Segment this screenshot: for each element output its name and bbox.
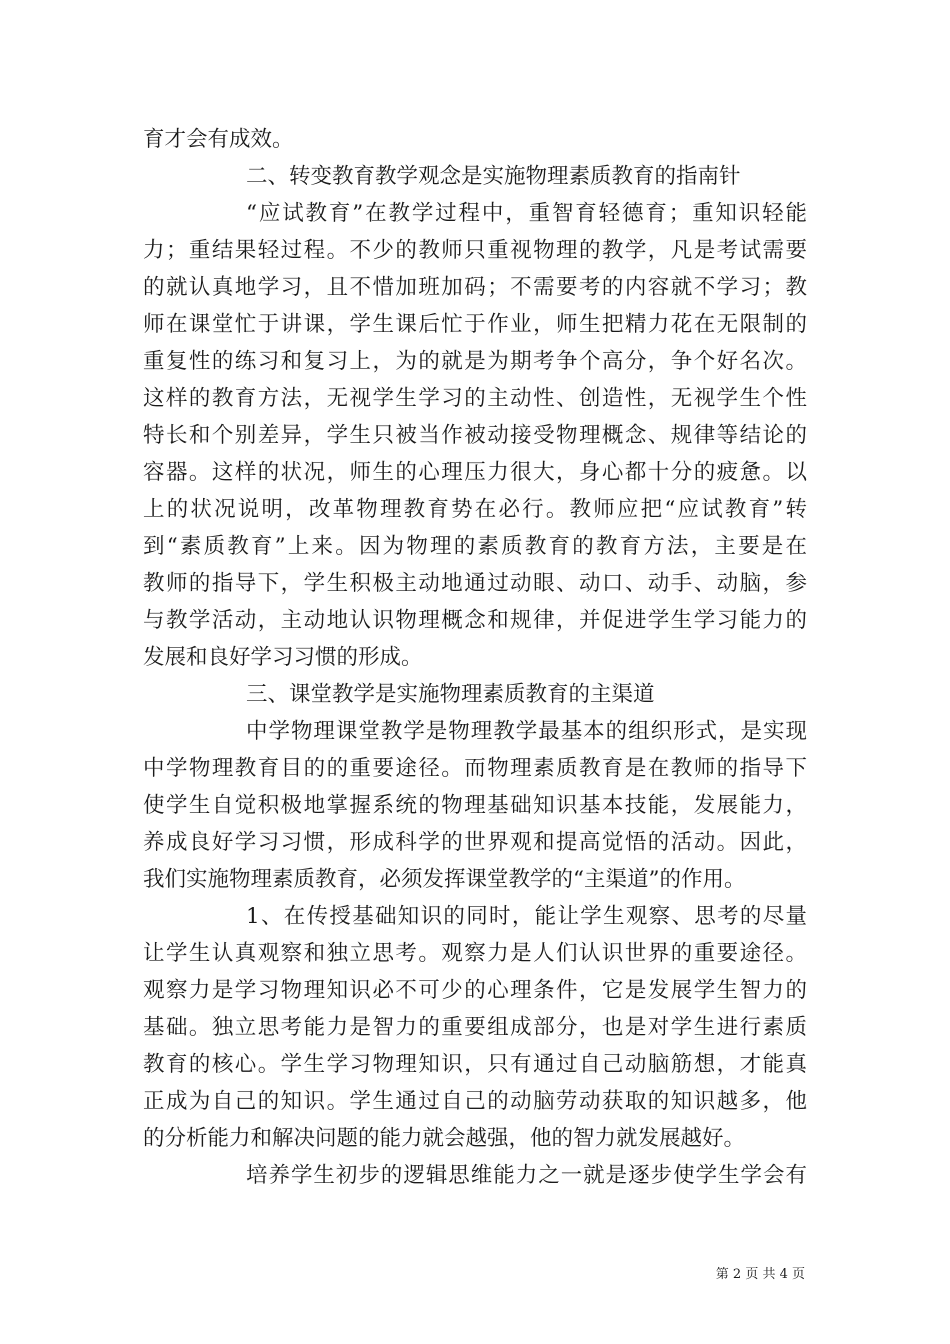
paragraph-line: 1、在传授基础知识的同时，能让学生观察、思考的尽量: [246, 904, 807, 929]
paragraph-line: 到“素质教育”上来。因为物理的素质教育的教育方法，主要是在: [143, 534, 807, 559]
paragraph-line: 发展和良好学习习惯的形成。: [143, 645, 423, 670]
paragraph-line: 培养学生初步的逻辑思维能力之一就是逐步使学生学会有: [246, 1163, 807, 1188]
section-heading: 三、课堂教学是实施物理素质教育的主渠道: [246, 682, 655, 707]
paragraph-line: 中学物理教育目的的重要途径。而物理素质教育是在教师的指导下: [143, 756, 807, 781]
paragraph-line: 中学物理课堂教学是物理教学最基本的组织形式，是实现: [246, 719, 807, 744]
paragraph-line: 基础。独立思考能力是智力的重要组成部分，也是对学生进行素质: [143, 1015, 807, 1040]
paragraph-line: 重复性的练习和复习上，为的就是为期考争个高分，争个好名次。: [143, 349, 807, 374]
paragraph-line: “应试教育”在教学过程中，重智育轻德育；重知识轻能: [246, 201, 807, 226]
paragraph-line: 与教学活动，主动地认识物理概念和规律，并促进学生学习能力的: [143, 608, 807, 633]
paragraph-line: 教育的核心。学生学习物理知识，只有通过自己动脑筋想，才能真: [143, 1052, 807, 1077]
page-number-footer: 第 2 页 共 4 页: [715, 1267, 805, 1282]
paragraph-line: 这样的教育方法，无视学生学习的主动性、创造性，无视学生个性: [143, 386, 807, 411]
paragraph-line: 的就认真地学习，且不惜加班加码；不需要考的内容就不学习；教: [143, 275, 807, 300]
paragraph-line: 育才会有成效。: [143, 127, 294, 152]
paragraph-line: 容器。这样的状况，师生的心理压力很大，身心都十分的疲惫。以: [143, 460, 807, 485]
paragraph-line: 特长和个别差异，学生只被当作被动接受物理概念、规律等结论的: [143, 423, 807, 448]
paragraph-line: 观察力是学习物理知识必不可少的心理条件，它是发展学生智力的: [143, 978, 807, 1003]
section-heading: 二、转变教育教学观念是实施物理素质教育的指南针: [246, 164, 741, 189]
paragraph-line: 教师的指导下，学生积极主动地通过动眼、动口、动手、动脑，参: [143, 571, 807, 596]
paragraph-line: 力；重结果轻过程。不少的教师只重视物理的教学，凡是考试需要: [143, 238, 807, 263]
paragraph-line: 师在课堂忙于讲课，学生课后忙于作业，师生把精力花在无限制的: [143, 312, 807, 337]
paragraph-line: 我们实施物理素质教育，必须发挥课堂教学的“主渠道”的作用。: [143, 867, 746, 892]
paragraph-line: 让学生认真观察和独立思考。观察力是人们认识世界的重要途径。: [143, 941, 807, 966]
paragraph-line: 正成为自己的知识。学生通过自己的动脑劳动获取的知识越多，他: [143, 1089, 807, 1114]
paragraph-line: 养成良好学习习惯，形成科学的世界观和提高觉悟的活动。因此，: [143, 830, 807, 855]
paragraph-line: 使学生自觉积极地掌握系统的物理基础知识基本技能，发展能力，: [143, 793, 807, 818]
paragraph-line: 的分析能力和解决问题的能力就会越强，他的智力就发展越好。: [143, 1126, 746, 1151]
paragraph-line: 上的状况说明，改革物理教育势在必行。教师应把“应试教育”转: [143, 497, 807, 522]
